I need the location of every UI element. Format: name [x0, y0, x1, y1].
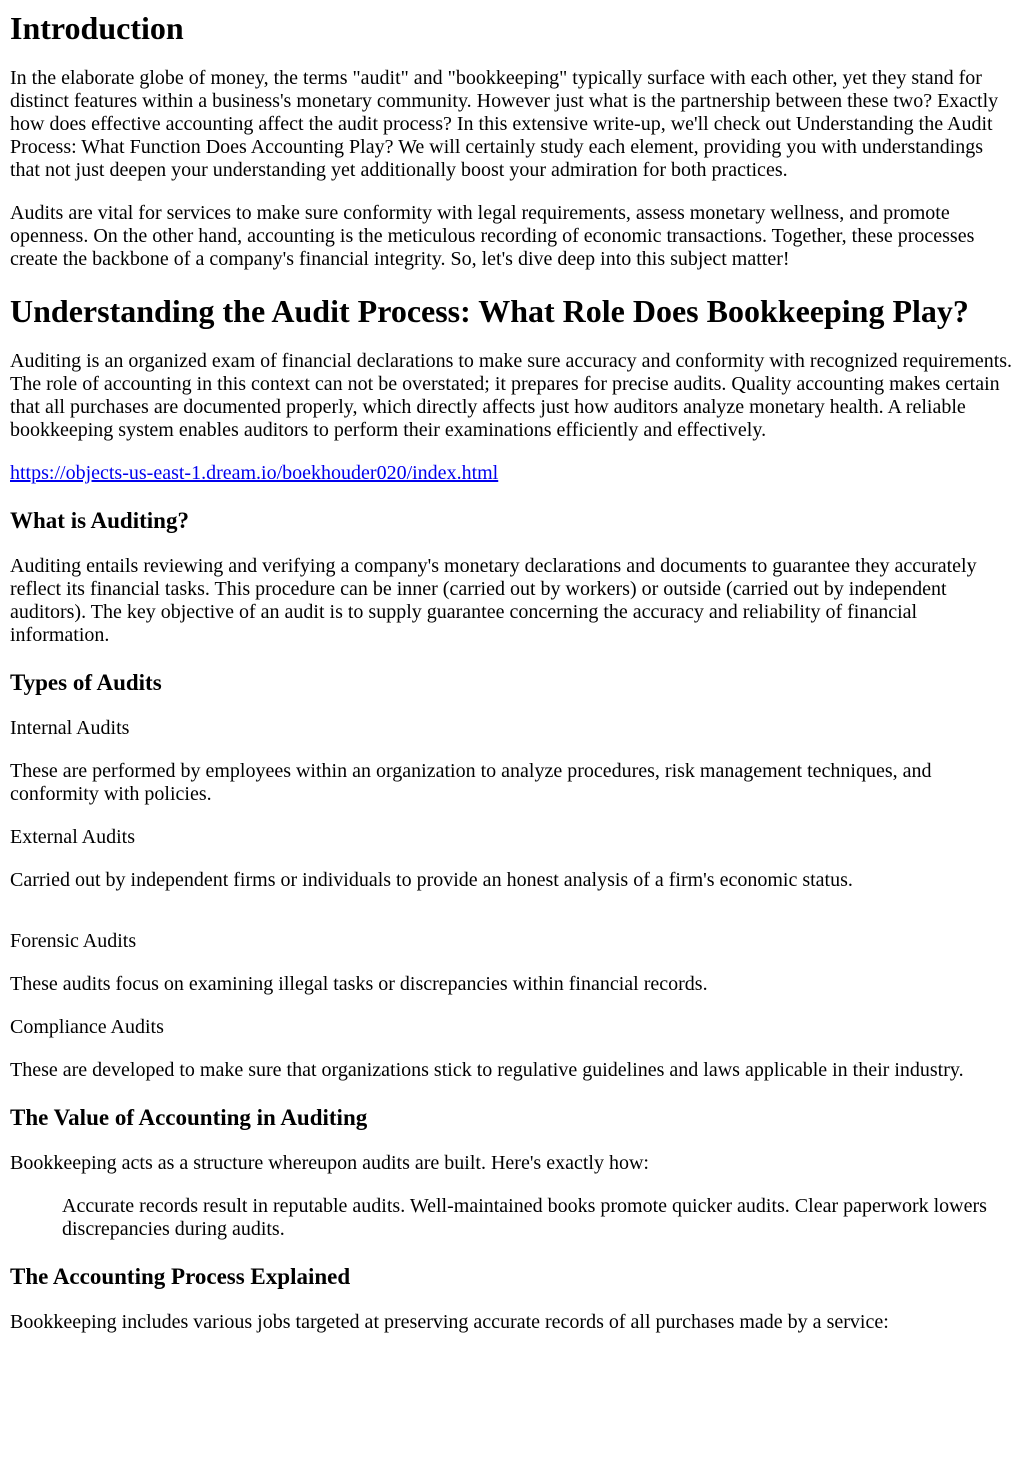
what-is-paragraph: Auditing entails reviewing and verifying a company's monetary declarations and documents to guarantee they accurately reflect its financial tasks. This procedure can be inner (carried out by workers) or outside (carried out by independent auditors). The key objective of an audit is to supply guarantee concerning the accuracy and reliability of financial information.	[10, 555, 977, 646]
intro-paragraph-1: In the elaborate globe of money, the terms "audit" and "bookkeeping" typically surface with each other, yet they stand for distinct features within a business's monetary community. However just what is the partnership between these two? Exactly how does effective accounting affect the audit process? In this extensive write-up, we'll check out Understanding the Audit Process: What Function Does Accounting Play? We will certainly study each element, providing you with understandings that not just deepen your understanding yet additionally boost your admiration for both practices.	[10, 67, 999, 181]
types-heading: Types of Audits	[10, 670, 162, 695]
main-heading: Understanding the Audit Process: What Role Does Bookkeeping Play?	[10, 293, 969, 329]
value-quote: Accurate records result in reputable audits. Well-maintained books promote quicker audits. Clear paperwork lowers discrepancies during audits.	[62, 1195, 987, 1240]
what-is-heading: What is Auditing?	[10, 508, 189, 533]
forensic-audits-desc: These audits focus on examining illegal tasks or discrepancies within financial records.	[10, 973, 708, 995]
value-heading: The Value of Accounting in Auditing	[10, 1105, 368, 1130]
internal-audits-title: Internal Audits	[10, 717, 130, 739]
forensic-audits-title: Forensic Audits	[10, 930, 137, 952]
process-heading: The Accounting Process Explained	[10, 1264, 351, 1289]
compliance-audits-title: Compliance Audits	[10, 1016, 164, 1038]
process-paragraph: Bookkeeping includes various jobs targeted at preserving accurate records of all purchases made by a service:	[10, 1311, 889, 1333]
spacer	[10, 892, 1014, 910]
compliance-audits-desc: These are developed to make sure that organizations stick to regulative guidelines and laws applicable in their industry.	[10, 1059, 964, 1081]
link-paragraph	[10, 462, 1014, 485]
value-paragraph: Bookkeeping acts as a structure whereupon audits are built. Here's exactly how:	[10, 1152, 649, 1174]
article	[0, 10, 1024, 1334]
intro-paragraph-2: Audits are vital for services to make sure conformity with legal requirements, assess monetary wellness, and promote openness. On the other hand, accounting is the meticulous recording of economic transactions. Together, these processes create the backbone of a company's financial integrity. So, let's dive deep into this subject matter!	[10, 202, 975, 270]
external-audits-desc: Carried out by independent firms or individuals to provide an honest analysis of a firm's economic status.	[10, 869, 853, 891]
intro-heading: Introduction	[10, 10, 184, 46]
main-paragraph-1: Auditing is an organized exam of financial declarations to make sure accuracy and conformity with recognized requirements. The role of accounting in this context can not be overstated; it prepares for precise audits. Quality accounting makes certain that all purchases are documented properly, which directly affects just how auditors analyze monetary health. A reliable bookkeeping system enables auditors to perform their examinations efficiently and effectively.	[10, 350, 1013, 441]
internal-audits-desc: These are performed by employees within an organization to analyze procedures, risk management techniques, and conformity with policies.	[10, 760, 932, 805]
external-link[interactable]: https://objects-us-east-1.dream.io/boekhouder020/index.html	[10, 462, 499, 484]
external-audits-title: External Audits	[10, 826, 135, 848]
